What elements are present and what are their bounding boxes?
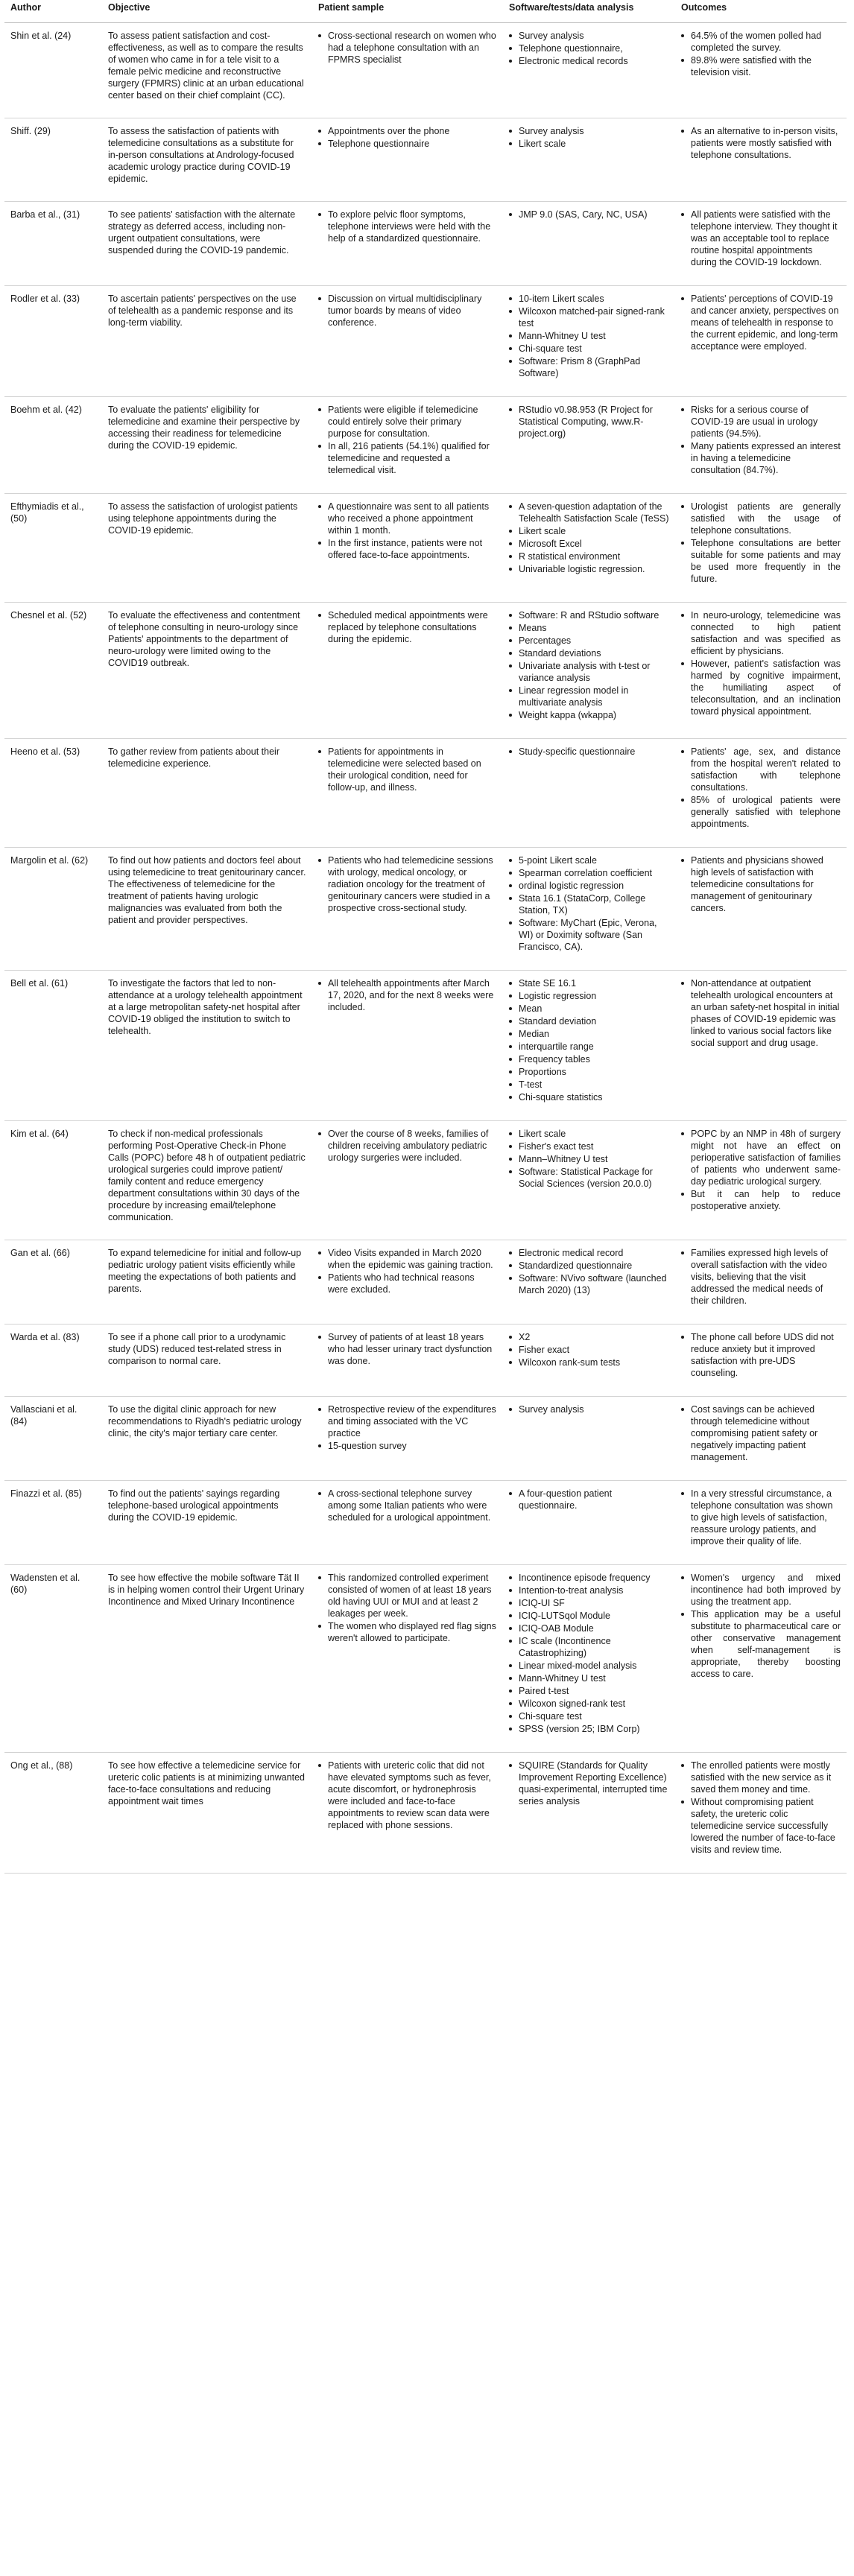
cell-software-list bbox=[509, 30, 669, 67]
outcome-item: 85% of urological patients were generally satisfied with telephone appointments. bbox=[681, 794, 841, 830]
cell-objective: To see patients' satisfaction with the alternate strategy as deferred access, including non-urgent outpatient consultations, were suspended during the COVID-19 pandemic. bbox=[102, 202, 312, 286]
outcome-item: Women's urgency and mixed incontinence had both improved by using the treatment app. bbox=[681, 1572, 841, 1608]
cell-author: Rodler et al. (33) bbox=[4, 286, 102, 397]
cell-outcomes-list bbox=[681, 977, 841, 1049]
sample-item: Patients were eligible if telemedicine could entirely solve their primary purpose for consultation. bbox=[318, 404, 497, 440]
software-item: Likert scale bbox=[509, 138, 669, 150]
software-item: Proportions bbox=[509, 1066, 669, 1078]
outcome-item: Patients' perceptions of COVID-19 and cancer anxiety, perspectives on means of telehealth in response to the current epidemic, and long-term acceptance were employed. bbox=[681, 293, 841, 352]
cell-author: Wadensten et al. (60) bbox=[4, 1565, 102, 1753]
table-row bbox=[4, 494, 847, 603]
software-item: Standard deviations bbox=[509, 647, 669, 659]
sample-item: Appointments over the phone bbox=[318, 125, 497, 137]
software-item: Wilcoxon signed-rank test bbox=[509, 1698, 669, 1710]
cell-outcomes-list bbox=[681, 125, 841, 161]
cell-outcomes bbox=[675, 494, 847, 603]
software-item: A four-question patient questionnaire. bbox=[509, 1488, 669, 1511]
software-item: Software: MyChart (Epic, Verona, WI) or Doximity software (San Francisco, CA). bbox=[509, 917, 669, 953]
software-item: Standard deviation bbox=[509, 1015, 669, 1027]
cell-patient-sample-list bbox=[318, 1572, 497, 1644]
table-row bbox=[4, 739, 847, 848]
outcome-item: Many patients expressed an interest in having a telemedicine consultation (84.7%). bbox=[681, 440, 841, 476]
software-item: Software: NVivo software (launched March 2020) (13) bbox=[509, 1272, 669, 1296]
software-item: T-test bbox=[509, 1079, 669, 1091]
cell-objective: To investigate the factors that led to non-attendance at a urology telehealth appointment at a large metropolitan safety-net hospital after COVID-19 obliged the institution to switch to telehealth. bbox=[102, 971, 312, 1121]
software-item: Percentages bbox=[509, 635, 669, 647]
cell-software bbox=[503, 118, 675, 202]
software-item: Electronic medical records bbox=[509, 55, 669, 67]
cell-outcomes bbox=[675, 1565, 847, 1753]
cell-software-list bbox=[509, 746, 669, 758]
software-item: Survey analysis bbox=[509, 125, 669, 137]
software-item: Mann-Whitney U test bbox=[509, 1672, 669, 1684]
cell-software-list bbox=[509, 501, 669, 575]
cell-patient-sample bbox=[312, 23, 503, 118]
sample-item: Patients with ureteric colic that did not have elevated symptoms such as fever, acute discomfort, or hydronephrosis were included and face-to-face appointments to review scan data were replaced with phone sessions. bbox=[318, 1760, 497, 1831]
cell-author: Ong et al., (88) bbox=[4, 1753, 102, 1874]
software-item: Median bbox=[509, 1028, 669, 1040]
software-item: Intention-to-treat analysis bbox=[509, 1584, 669, 1596]
cell-software-list bbox=[509, 609, 669, 721]
cell-software-list bbox=[509, 1760, 669, 1807]
cell-objective: To use the digital clinic approach for new recommendations to Riyadh's pediatric urology clinic, the city's major tertiary care center. bbox=[102, 1397, 312, 1481]
cell-software bbox=[503, 1397, 675, 1481]
cell-objective: To expand telemedicine for initial and follow-up pediatric urology patient visits efficiently while meeting the expectations of both patients and parents. bbox=[102, 1240, 312, 1325]
cell-patient-sample-list bbox=[318, 609, 497, 645]
cell-outcomes bbox=[675, 397, 847, 494]
sample-item: Patients for appointments in telemedicine were selected based on their urological condition, need for follow-up, and illness. bbox=[318, 746, 497, 793]
cell-software-list bbox=[509, 209, 669, 221]
cell-objective: To assess the satisfaction of patients with telemedicine consultations as a substitute for in-person consultations at Andrology-focused academic urology practice during COVID-19 epidemic. bbox=[102, 118, 312, 202]
cell-software bbox=[503, 397, 675, 494]
software-item: ICIQ-LUTSqol Module bbox=[509, 1610, 669, 1622]
cell-outcomes bbox=[675, 202, 847, 286]
software-item: Spearman correlation coefficient bbox=[509, 867, 669, 879]
cell-author: Kim et al. (64) bbox=[4, 1121, 102, 1240]
table-row bbox=[4, 1481, 847, 1565]
outcome-item: In neuro-urology, telemedicine was connected to high patient satisfaction and was specified as efficient by physicians. bbox=[681, 609, 841, 657]
cell-patient-sample bbox=[312, 1753, 503, 1874]
cell-objective: To find out the patients' sayings regarding telephone-based urological appointments during the COVID-19 epidemic. bbox=[102, 1481, 312, 1565]
cell-software bbox=[503, 971, 675, 1121]
cell-software bbox=[503, 739, 675, 848]
cell-outcomes-list bbox=[681, 1488, 841, 1547]
cell-outcomes bbox=[675, 1753, 847, 1874]
studies-table bbox=[4, 0, 847, 1874]
header-outcomes: Outcomes bbox=[675, 0, 847, 23]
table-row bbox=[4, 603, 847, 739]
cell-outcomes bbox=[675, 1397, 847, 1481]
cell-outcomes-list bbox=[681, 1331, 841, 1379]
cell-objective: To evaluate the effectiveness and contentment of telephone consulting in neuro-urology since Patients' appointments to the department of neuro-urology were limited owing to the COVID19 outbreak. bbox=[102, 603, 312, 739]
cell-software bbox=[503, 603, 675, 739]
software-item: Telephone questionnaire, bbox=[509, 42, 669, 54]
sample-item: To explore pelvic floor symptoms, telephone interviews were held with the help of a standardized questionnaire. bbox=[318, 209, 497, 244]
sample-item: In all, 216 patients (54.1%) qualified for telemedicine and requested a telemedical visit. bbox=[318, 440, 497, 476]
software-item: Mann-Whitney U test bbox=[509, 330, 669, 342]
software-item: IC scale (Incontinence Catastrophizing) bbox=[509, 1635, 669, 1659]
cell-outcomes bbox=[675, 1240, 847, 1325]
cell-patient-sample-list bbox=[318, 1488, 497, 1523]
cell-outcomes-list bbox=[681, 609, 841, 717]
sample-item: Telephone questionnaire bbox=[318, 138, 497, 150]
software-item: Study-specific questionnaire bbox=[509, 746, 669, 758]
software-item: ICIQ-OAB Module bbox=[509, 1622, 669, 1634]
cell-patient-sample-list bbox=[318, 1760, 497, 1831]
sample-item: All telehealth appointments after March 17, 2020, and for the next 8 weeks were included. bbox=[318, 977, 497, 1013]
cell-patient-sample-list bbox=[318, 1331, 497, 1367]
cell-outcomes-list bbox=[681, 501, 841, 585]
cell-outcomes bbox=[675, 118, 847, 202]
cell-outcomes-list bbox=[681, 1572, 841, 1680]
outcome-item: 89.8% were satisfied with the television visit. bbox=[681, 54, 841, 78]
header-row bbox=[4, 0, 847, 23]
cell-objective: To see how effective a telemedicine service for ureteric colic patients is at minimizing unwanted face-to-face consultations and reducing appointment wait times bbox=[102, 1753, 312, 1874]
cell-objective: To ascertain patients' perspectives on the use of telehealth as a pandemic response and its long-term viability. bbox=[102, 286, 312, 397]
header-objective: Objective bbox=[102, 0, 312, 23]
cell-objective: To evaluate the patients' eligibility for telemedicine and examine their perspective by accessing their readiness for telemedicine during the COVID-19 epidemic. bbox=[102, 397, 312, 494]
header-software: Software/tests/data analysis bbox=[503, 0, 675, 23]
software-item: State SE 16.1 bbox=[509, 977, 669, 989]
table-row bbox=[4, 848, 847, 971]
outcome-item: The phone call before UDS did not reduce anxiety but it improved satisfaction with pre-UDS counseling. bbox=[681, 1331, 841, 1379]
cell-outcomes bbox=[675, 1481, 847, 1565]
table-row bbox=[4, 1565, 847, 1753]
software-item: Standardized questionnaire bbox=[509, 1260, 669, 1272]
sample-item: In the first instance, patients were not offered face-to-face appointments. bbox=[318, 537, 497, 561]
cell-software-list bbox=[509, 1331, 669, 1368]
software-item: A seven-question adaptation of the Telehealth Satisfaction Scale (TeSS) bbox=[509, 501, 669, 524]
outcome-item: Non-attendance at outpatient telehealth urological encounters at an urban safety-net hospital in initial phases of COVID-19 epidemic was linked to various social factors like social support and drug usage. bbox=[681, 977, 841, 1049]
cell-patient-sample bbox=[312, 286, 503, 397]
software-item: Likert scale bbox=[509, 525, 669, 537]
cell-outcomes-list bbox=[681, 1760, 841, 1856]
cell-objective: To find out how patients and doctors feel about using telemedicine to treat genitourinary cancer. The effectiveness of telemedicine for the treatment of patients having urologic malignancies was evaluated from both the patient and provider perspectives. bbox=[102, 848, 312, 971]
cell-objective: To assess the satisfaction of urologist patients using telephone appointments during the COVID-19 epidemic. bbox=[102, 494, 312, 603]
cell-patient-sample-list bbox=[318, 293, 497, 329]
cell-patient-sample bbox=[312, 971, 503, 1121]
software-item: Likert scale bbox=[509, 1128, 669, 1140]
cell-software-list bbox=[509, 404, 669, 440]
cell-outcomes bbox=[675, 739, 847, 848]
table-row bbox=[4, 286, 847, 397]
cell-patient-sample bbox=[312, 1121, 503, 1240]
sample-item: Patients who had telemedicine sessions with urology, medical oncology, or radiation oncology for the treatment of genitourinary cancers were studied in a prospective cross-sectional study. bbox=[318, 854, 497, 914]
outcome-item: All patients were satisfied with the telephone interview. They thought it was an acceptable tool to replace routine hospital appointments during the COVID-19 lockdown. bbox=[681, 209, 841, 268]
software-item: Logistic regression bbox=[509, 990, 669, 1002]
cell-patient-sample bbox=[312, 1397, 503, 1481]
outcome-item: 64.5% of the women polled had completed the survey. bbox=[681, 30, 841, 54]
cell-patient-sample-list bbox=[318, 1403, 497, 1452]
sample-item: Over the course of 8 weeks, families of children receiving ambulatory pediatric urology surgeries were included. bbox=[318, 1128, 497, 1164]
sample-item: Discussion on virtual multidisciplinary tumor boards by means of video conference. bbox=[318, 293, 497, 329]
cell-patient-sample bbox=[312, 494, 503, 603]
outcome-item: Risks for a serious course of COVID-19 are usual in urology patients (94.5%). bbox=[681, 404, 841, 440]
software-item: Survey analysis bbox=[509, 30, 669, 42]
cell-software bbox=[503, 1240, 675, 1325]
cell-patient-sample bbox=[312, 739, 503, 848]
cell-patient-sample-list bbox=[318, 746, 497, 793]
software-item: Wilcoxon rank-sum tests bbox=[509, 1357, 669, 1368]
software-item: Linear mixed-model analysis bbox=[509, 1660, 669, 1672]
outcome-item: However, patient's satisfaction was harmed by cognitive impairment, the humiliating aspect of teleconsultation, and an inclination toward physical appointment. bbox=[681, 658, 841, 717]
outcome-item: The enrolled patients were mostly satisfied with the new service as it saved them money and time. bbox=[681, 1760, 841, 1795]
table-row bbox=[4, 118, 847, 202]
software-item: SQUIRE (Standards for Quality Improvement Reporting Excellence) quasi-experimental, interrupted time series analysis bbox=[509, 1760, 669, 1807]
cell-software-list bbox=[509, 1572, 669, 1735]
software-item: Survey analysis bbox=[509, 1403, 669, 1415]
software-item: X2 bbox=[509, 1331, 669, 1343]
cell-outcomes bbox=[675, 1325, 847, 1397]
software-item: Chi-square test bbox=[509, 343, 669, 355]
table-row bbox=[4, 397, 847, 494]
cell-patient-sample-list bbox=[318, 1247, 497, 1295]
software-item: ordinal logistic regression bbox=[509, 880, 669, 892]
cell-outcomes bbox=[675, 971, 847, 1121]
outcome-item: Patients' age, sex, and distance from the hospital weren't related to satisfaction with telephone consultations. bbox=[681, 746, 841, 793]
cell-author: Barba et al., (31) bbox=[4, 202, 102, 286]
cell-outcomes bbox=[675, 286, 847, 397]
outcome-item: Cost savings can be achieved through telemedicine without compromising patient safety or negatively impacting patient management. bbox=[681, 1403, 841, 1463]
software-item: Linear regression model in multivariate analysis bbox=[509, 685, 669, 708]
cell-patient-sample bbox=[312, 1325, 503, 1397]
cell-objective: To see if a phone call prior to a urodynamic study (UDS) reduced test-related stress in comparison to normal care. bbox=[102, 1325, 312, 1397]
outcome-item: But it can help to reduce postoperative anxiety. bbox=[681, 1188, 841, 1212]
cell-patient-sample bbox=[312, 603, 503, 739]
cell-software-list bbox=[509, 1247, 669, 1296]
software-item: Means bbox=[509, 622, 669, 634]
cell-objective: To check if non-medical professionals performing Post-Operative Check-in Phone Calls (POPC) before 48 h of outpatient pediatric urological surgeries could improve patient/ family content and reduce emergency department consultations within 30 days of the procedure by increasing email/telephone communication. bbox=[102, 1121, 312, 1240]
cell-patient-sample-list bbox=[318, 501, 497, 561]
table-row bbox=[4, 1325, 847, 1397]
header-author: Author bbox=[4, 0, 102, 23]
cell-objective: To gather review from patients about their telemedicine experience. bbox=[102, 739, 312, 848]
software-item: Paired t-test bbox=[509, 1685, 669, 1697]
sample-item: Cross-sectional research on women who had a telephone consultation with an FPMRS specialist bbox=[318, 30, 497, 66]
outcome-item: This application may be a useful substitute to pharmaceutical care or other conservative management when self-management is appropriate, thereby boosting access to care. bbox=[681, 1608, 841, 1680]
cell-patient-sample-list bbox=[318, 30, 497, 66]
cell-software-list bbox=[509, 1403, 669, 1415]
software-item: Mann–Whitney U test bbox=[509, 1153, 669, 1165]
outcome-item: Urologist patients are generally satisfied with the usage of telephone consultations. bbox=[681, 501, 841, 536]
cell-software bbox=[503, 848, 675, 971]
cell-software bbox=[503, 1481, 675, 1565]
cell-patient-sample bbox=[312, 202, 503, 286]
cell-outcomes-list bbox=[681, 1247, 841, 1307]
cell-author: Gan et al. (66) bbox=[4, 1240, 102, 1325]
cell-software bbox=[503, 494, 675, 603]
cell-patient-sample bbox=[312, 397, 503, 494]
software-item: Univariate analysis with t-test or variance analysis bbox=[509, 660, 669, 684]
cell-software bbox=[503, 202, 675, 286]
outcome-item: Families expressed high levels of overall satisfaction with the video visits, believing that the visit addressed the medical needs of their children. bbox=[681, 1247, 841, 1307]
table-row bbox=[4, 202, 847, 286]
outcome-item: Telephone consultations are better suitable for some patients and may be used more frequently in the future. bbox=[681, 537, 841, 585]
sample-item: The women who displayed red flag signs weren't allowed to participate. bbox=[318, 1620, 497, 1644]
cell-author: Shin et al. (24) bbox=[4, 23, 102, 118]
cell-software bbox=[503, 1753, 675, 1874]
cell-software-list bbox=[509, 1128, 669, 1190]
cell-patient-sample-list bbox=[318, 209, 497, 244]
cell-outcomes-list bbox=[681, 746, 841, 830]
cell-author: Bell et al. (61) bbox=[4, 971, 102, 1121]
cell-author: Finazzi et al. (85) bbox=[4, 1481, 102, 1565]
software-item: Chi-square statistics bbox=[509, 1091, 669, 1103]
software-item: SPSS (version 25; IBM Corp) bbox=[509, 1723, 669, 1735]
cell-outcomes bbox=[675, 1121, 847, 1240]
table-row bbox=[4, 23, 847, 118]
cell-outcomes-list bbox=[681, 293, 841, 352]
software-item: Mean bbox=[509, 1003, 669, 1015]
cell-patient-sample-list bbox=[318, 125, 497, 150]
software-item: Software: R and RStudio software bbox=[509, 609, 669, 621]
software-item: 5-point Likert scale bbox=[509, 854, 669, 866]
cell-author: Vallasciani et al. (84) bbox=[4, 1397, 102, 1481]
cell-objective: To see how effective the mobile software Tät II is in helping women control their Urgent Urinary Incontinence and Mixed Urinary Incontinence bbox=[102, 1565, 312, 1753]
software-item: Wilcoxon matched-pair signed-rank test bbox=[509, 305, 669, 329]
cell-author: Chesnel et al. (52) bbox=[4, 603, 102, 739]
outcome-item: Without compromising patient safety, the ureteric colic telemedicine service successfully lowered the number of face-to-face visits and review time. bbox=[681, 1796, 841, 1856]
cell-outcomes-list bbox=[681, 404, 841, 476]
cell-outcomes bbox=[675, 603, 847, 739]
sample-item: Survey of patients of at least 18 years who had lesser urinary tract dysfunction was done. bbox=[318, 1331, 497, 1367]
cell-author: Heeno et al. (53) bbox=[4, 739, 102, 848]
cell-software-list bbox=[509, 1488, 669, 1511]
sample-item: This randomized controlled experiment consisted of women of at least 18 years old having UUI or MUI and at least 2 leakages per week. bbox=[318, 1572, 497, 1619]
software-item: RStudio v0.98.953 (R Project for Statistical Computing, www.R-project.org) bbox=[509, 404, 669, 440]
cell-software-list bbox=[509, 293, 669, 379]
cell-software-list bbox=[509, 977, 669, 1103]
cell-patient-sample bbox=[312, 1565, 503, 1753]
software-item: Software: Statistical Package for Social Sciences (version 20.0.0) bbox=[509, 1166, 669, 1190]
sample-item: A questionnaire was sent to all patients who received a phone appointment within 1 month. bbox=[318, 501, 497, 536]
software-item: Software: Prism 8 (GraphPad Software) bbox=[509, 355, 669, 379]
cell-patient-sample bbox=[312, 1240, 503, 1325]
cell-patient-sample-list bbox=[318, 404, 497, 476]
table-row bbox=[4, 1753, 847, 1874]
cell-outcomes-list bbox=[681, 1403, 841, 1463]
outcome-item: In a very stressful circumstance, a telephone consultation was shown to give high levels of satisfaction, reassure urology patients, and improve their quality of life. bbox=[681, 1488, 841, 1547]
software-item: Univariable logistic regression. bbox=[509, 563, 669, 575]
cell-author: Shiff. (29) bbox=[4, 118, 102, 202]
cell-patient-sample bbox=[312, 1481, 503, 1565]
cell-software bbox=[503, 1121, 675, 1240]
cell-outcomes-list bbox=[681, 209, 841, 268]
sample-item: Video Visits expanded in March 2020 when the epidemic was gaining traction. bbox=[318, 1247, 497, 1271]
sample-item: Patients who had technical reasons were excluded. bbox=[318, 1272, 497, 1295]
cell-patient-sample-list bbox=[318, 977, 497, 1013]
cell-author: Efthymiadis et al., (50) bbox=[4, 494, 102, 603]
cell-outcomes bbox=[675, 23, 847, 118]
outcome-item: As an alternative to in-person visits, patients were mostly satisfied with telephone consultations. bbox=[681, 125, 841, 161]
cell-patient-sample-list bbox=[318, 1128, 497, 1164]
software-item: Chi-square test bbox=[509, 1710, 669, 1722]
cell-software bbox=[503, 23, 675, 118]
table-row bbox=[4, 1240, 847, 1325]
cell-software-list bbox=[509, 125, 669, 150]
cell-outcomes-list bbox=[681, 1128, 841, 1212]
sample-item: A cross-sectional telephone survey among some Italian patients who were scheduled for a urological appointment. bbox=[318, 1488, 497, 1523]
sample-item: 15-question survey bbox=[318, 1440, 497, 1452]
header-patient-sample: Patient sample bbox=[312, 0, 503, 23]
cell-outcomes bbox=[675, 848, 847, 971]
cell-author: Boehm et al. (42) bbox=[4, 397, 102, 494]
cell-author: Margolin et al. (62) bbox=[4, 848, 102, 971]
software-item: Microsoft Excel bbox=[509, 538, 669, 550]
software-item: Fisher exact bbox=[509, 1344, 669, 1356]
software-item: ICIQ-UI SF bbox=[509, 1597, 669, 1609]
software-item: Fisher's exact test bbox=[509, 1141, 669, 1152]
cell-patient-sample bbox=[312, 118, 503, 202]
software-item: Weight kappa (wkappa) bbox=[509, 709, 669, 721]
cell-software bbox=[503, 286, 675, 397]
cell-patient-sample bbox=[312, 848, 503, 971]
sample-item: Scheduled medical appointments were replaced by telephone consultations during the epidemic. bbox=[318, 609, 497, 645]
cell-patient-sample-list bbox=[318, 854, 497, 914]
outcome-item: POPC by an NMP in 48h of surgery might not have an effect on perioperative satisfaction of families of patients who underwent same-day pediatric urological surgery. bbox=[681, 1128, 841, 1187]
cell-outcomes-list bbox=[681, 30, 841, 78]
cell-software bbox=[503, 1565, 675, 1753]
software-item: Electronic medical record bbox=[509, 1247, 669, 1259]
software-item: interquartile range bbox=[509, 1041, 669, 1053]
cell-author: Warda et al. (83) bbox=[4, 1325, 102, 1397]
software-item: Frequency tables bbox=[509, 1053, 669, 1065]
software-item: JMP 9.0 (SAS, Cary, NC, USA) bbox=[509, 209, 669, 221]
table-row bbox=[4, 1397, 847, 1481]
outcome-item: Patients and physicians showed high levels of satisfaction with telemedicine consultations for management of genitourinary cancers. bbox=[681, 854, 841, 914]
cell-objective: To assess patient satisfaction and cost-effectiveness, as well as to compare the results of women who came in for a tele visit to a female pelvic medicine and reconstructive surgery (FPMRS) clinic at an urban educational center based on their chief complaint (CC). bbox=[102, 23, 312, 118]
cell-software bbox=[503, 1325, 675, 1397]
software-item: 10-item Likert scales bbox=[509, 293, 669, 305]
cell-software-list bbox=[509, 854, 669, 953]
table-container bbox=[4, 0, 847, 1874]
table-body bbox=[4, 23, 847, 1874]
table-row bbox=[4, 1121, 847, 1240]
software-item: R statistical environment bbox=[509, 551, 669, 562]
software-item: Incontinence episode frequency bbox=[509, 1572, 669, 1584]
sample-item: Retrospective review of the expenditures and timing associated with the VC practice bbox=[318, 1403, 497, 1439]
software-item: Stata 16.1 (StataCorp, College Station, TX) bbox=[509, 892, 669, 916]
table-row bbox=[4, 971, 847, 1121]
cell-outcomes-list bbox=[681, 854, 841, 914]
